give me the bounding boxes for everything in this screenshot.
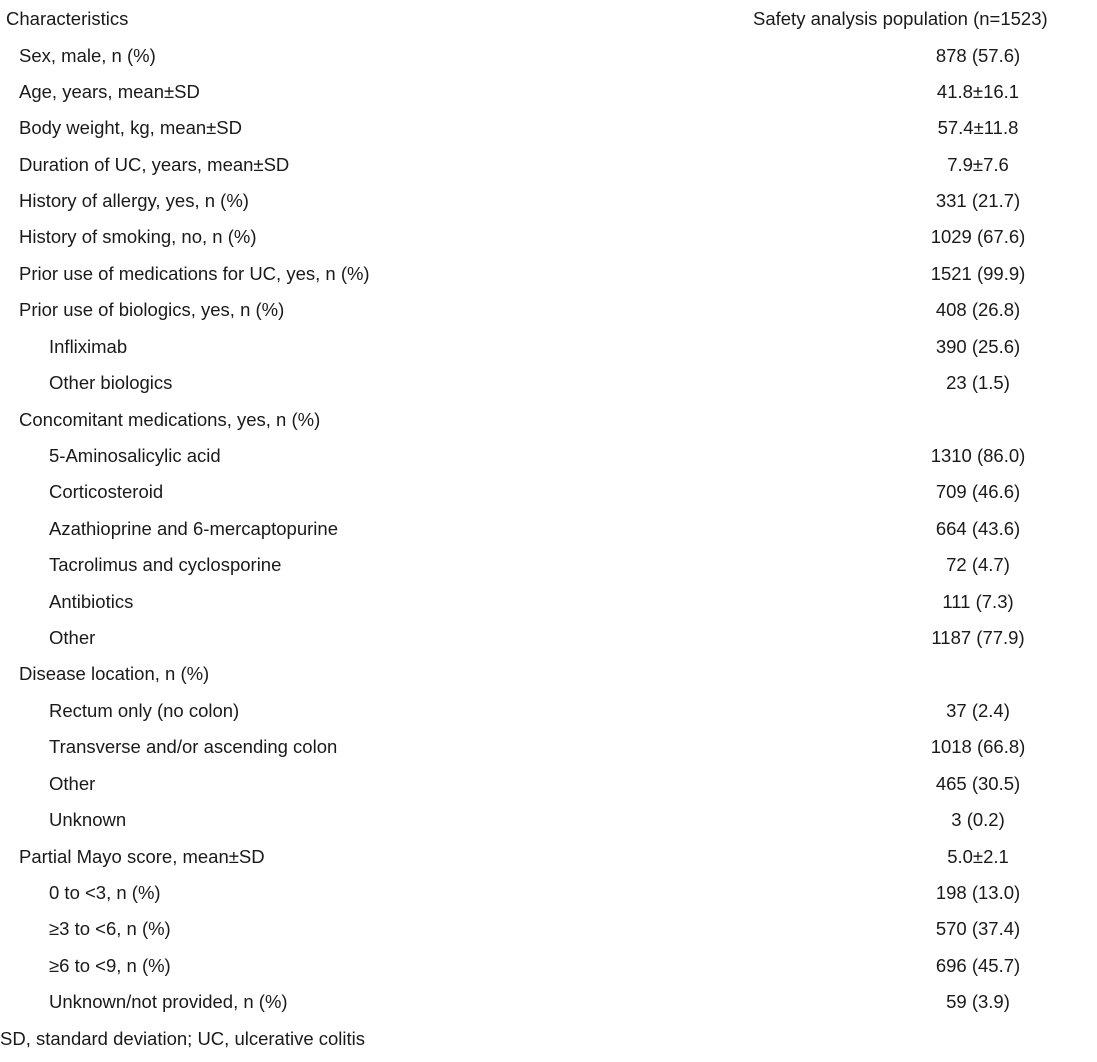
row-label: ≥3 to <6, n (%) bbox=[49, 918, 171, 939]
table-row bbox=[0, 38, 1097, 74]
table-row bbox=[0, 110, 1097, 146]
row-value: 1310 (86.0) bbox=[930, 445, 1026, 466]
row-value: 709 (46.6) bbox=[935, 481, 1021, 502]
row-value: 3 (0.2) bbox=[951, 809, 1005, 830]
row-label: Age, years, mean±SD bbox=[19, 81, 200, 102]
table-row bbox=[0, 402, 1097, 438]
table-row bbox=[0, 438, 1097, 474]
row-label: Other bbox=[49, 627, 96, 648]
table-footnote: SD, standard deviation; UC, ulcerative colitis bbox=[0, 1028, 366, 1049]
row-value: 7.9±7.6 bbox=[947, 154, 1009, 175]
table-row bbox=[0, 365, 1097, 401]
row-label: Azathioprine and 6-mercaptopurine bbox=[49, 518, 338, 539]
table-row bbox=[0, 147, 1097, 183]
row-value: 5.0±2.1 bbox=[947, 846, 1009, 867]
table-row bbox=[0, 74, 1097, 110]
row-label: Partial Mayo score, mean±SD bbox=[19, 846, 265, 867]
row-value: 878 (57.6) bbox=[935, 45, 1021, 66]
row-value: 1187 (77.9) bbox=[931, 627, 1025, 648]
table-row bbox=[0, 911, 1097, 947]
row-label: Infliximab bbox=[49, 336, 128, 357]
row-label: Unknown bbox=[49, 809, 127, 830]
table-row bbox=[0, 729, 1097, 765]
table-row bbox=[0, 292, 1097, 328]
row-value: 570 (37.4) bbox=[935, 918, 1021, 939]
table-row bbox=[0, 620, 1097, 656]
row-value: 465 (30.5) bbox=[935, 773, 1021, 794]
row-label: Rectum only (no colon) bbox=[49, 700, 240, 721]
row-value: 57.4±11.8 bbox=[937, 117, 1019, 138]
row-label: Corticosteroid bbox=[49, 481, 164, 502]
row-label: Other biologics bbox=[49, 372, 173, 393]
row-value: 408 (26.8) bbox=[935, 299, 1021, 320]
table-row bbox=[0, 948, 1097, 984]
row-label: Sex, male, n (%) bbox=[19, 45, 156, 66]
header-characteristics: Characteristics bbox=[6, 8, 129, 29]
row-label: History of smoking, no, n (%) bbox=[19, 226, 257, 247]
table-row bbox=[0, 839, 1097, 875]
row-value: 331 (21.7) bbox=[935, 190, 1021, 211]
row-value: 41.8±16.1 bbox=[936, 81, 1020, 102]
row-label: Prior use of medications for UC, yes, n (%) bbox=[19, 263, 370, 284]
table-row bbox=[0, 656, 1097, 692]
header-population: Safety analysis population (n=1523) bbox=[753, 8, 1048, 29]
row-label: Other bbox=[49, 773, 96, 794]
table-row bbox=[0, 766, 1097, 802]
row-value: 72 (4.7) bbox=[946, 554, 1010, 575]
row-label: Tacrolimus and cyclosporine bbox=[49, 554, 282, 575]
row-value: 390 (25.6) bbox=[935, 336, 1021, 357]
table-row bbox=[0, 256, 1097, 292]
table-row bbox=[0, 984, 1097, 1020]
table-row bbox=[0, 802, 1097, 838]
table-row bbox=[0, 219, 1097, 255]
row-value: 198 (13.0) bbox=[935, 882, 1021, 903]
row-label: History of allergy, yes, n (%) bbox=[19, 190, 249, 211]
row-value: 1521 (99.9) bbox=[930, 263, 1026, 284]
table-row bbox=[0, 584, 1097, 620]
row-value: 664 (43.6) bbox=[935, 518, 1021, 539]
row-value: 696 (45.7) bbox=[935, 955, 1021, 976]
table-row bbox=[0, 511, 1097, 547]
table-row bbox=[0, 547, 1097, 583]
table-row bbox=[0, 693, 1097, 729]
row-label: Concomitant medications, yes, n (%) bbox=[19, 409, 321, 430]
table-row bbox=[0, 474, 1097, 510]
row-value: 59 (3.9) bbox=[946, 991, 1010, 1012]
row-label: 0 to <3, n (%) bbox=[49, 882, 161, 903]
row-value: 23 (1.5) bbox=[946, 372, 1010, 393]
row-value: 37 (2.4) bbox=[946, 700, 1010, 721]
row-value: 111 (7.3) bbox=[942, 591, 1014, 612]
row-label: Transverse and/or ascending colon bbox=[49, 736, 338, 757]
table-row bbox=[0, 875, 1097, 911]
table-row bbox=[0, 329, 1097, 365]
table-row bbox=[0, 183, 1097, 219]
row-label: Antibiotics bbox=[49, 591, 134, 612]
row-label: ≥6 to <9, n (%) bbox=[49, 955, 171, 976]
row-label: Disease location, n (%) bbox=[19, 663, 210, 684]
row-label: Duration of UC, years, mean±SD bbox=[19, 154, 290, 175]
table-header bbox=[0, 1, 1097, 37]
row-label: Body weight, kg, mean±SD bbox=[19, 117, 243, 138]
row-value: 1029 (67.6) bbox=[930, 226, 1026, 247]
row-label: Unknown/not provided, n (%) bbox=[49, 991, 288, 1012]
row-value: 1018 (66.8) bbox=[930, 736, 1026, 757]
row-label: Prior use of biologics, yes, n (%) bbox=[19, 299, 285, 320]
row-label: 5-Aminosalicylic acid bbox=[49, 445, 221, 466]
